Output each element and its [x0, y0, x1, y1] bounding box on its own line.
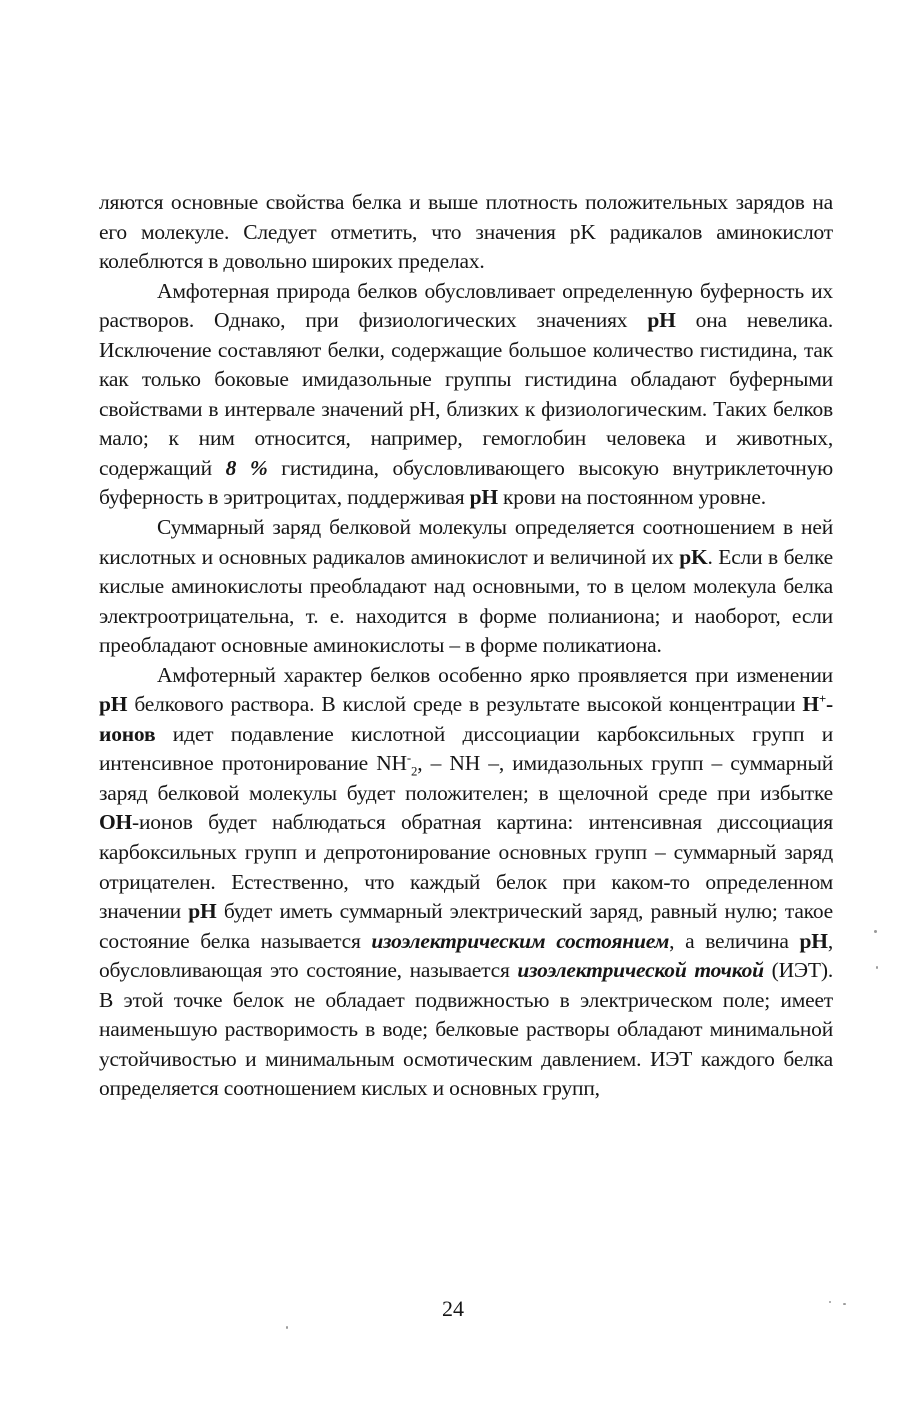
body-text — [99, 188, 833, 1104]
text-run: будет иметь суммарный электрический заряд, равный нулю; такое состояние белка называется — [99, 899, 833, 953]
text-run: 2 — [410, 764, 418, 779]
emphasis-text: pH — [188, 899, 217, 924]
emphasis-text: -ионов — [99, 692, 833, 746]
emphasis-text: pH — [469, 485, 498, 510]
text-run: ляются основные свойства белка и выше плотность положительных зарядов на его молекуле. Следует отметить, что значения pK радикалов аминокислот колеблются в довольно широких пределах. — [99, 190, 833, 274]
text-run: крови на постоянном уровне. — [497, 485, 766, 510]
text-run: , обусловливающая это состояние, называется — [99, 928, 834, 983]
emphasis-text: OH — [99, 810, 133, 835]
scan-speck — [843, 1303, 846, 1305]
text-run: Суммарный заряд белковой молекулы определяется соотношением в ней кислотных и основных радикалов аминокислот и величиной их — [99, 515, 833, 569]
text-run: гистидина, обусловливающего высокую внутриклеточную буферность в эритроцитах, поддерживая — [99, 455, 834, 510]
text-run: - — [406, 751, 411, 766]
text-run: идет подавление кислотной диссоциации карбоксильных групп и интенсивное протонирование NH — [99, 721, 833, 776]
paragraph — [99, 277, 833, 513]
text-run: , – NH –, имидазольных групп – суммарный заряд белковой молекулы будет положителен; в щелочной среде при избытке — [99, 751, 833, 805]
emphasis-text: pH — [99, 692, 128, 717]
paragraph — [99, 513, 833, 661]
emphasis-text: H — [802, 692, 819, 717]
scan-speck — [829, 1301, 831, 1303]
scan-speck — [874, 930, 877, 933]
text-run: (ИЭТ). В этой точке белок не обладает подвижностью в электрическом поле; имеет наименьшую растворимость в воде; белковые растворы обладают минимальной устойчивостью и минимальным осмотическим давлением. ИЭТ каждого белка определяется соотношением кислых и основных групп, — [99, 958, 833, 1101]
emphasis-text: pH — [799, 928, 828, 953]
emphasis-text: изоэлектрической точкой — [517, 958, 764, 983]
paragraph — [99, 661, 833, 1104]
scan-speck — [876, 966, 878, 969]
text-run: , а величина — [669, 928, 800, 953]
scan-speck — [286, 1326, 288, 1329]
emphasis-text: + — [818, 692, 827, 707]
emphasis-text: pK — [679, 544, 708, 569]
text-run: белкового раствора. В кислой среде в результате высокой концентрации — [127, 692, 803, 717]
paragraph — [99, 188, 833, 277]
text-run: Амфотерная природа белков обусловливает определенную буферность их растворов. Однако, при физиологических значениях — [99, 278, 833, 333]
text-run: Амфотерный характер белков особенно ярко проявляется при изменении — [157, 662, 833, 687]
text-run: -ионов будет наблюдаться обратная картина: интенсивная диссоциация карбоксильных групп и депротонирование основных групп – суммарный заряд отрицателен. Естественно, что каждый белок при каком-то определенном значении — [99, 810, 833, 924]
emphasis-text: pH — [647, 308, 676, 333]
page-number: 24 — [442, 1296, 464, 1321]
text-run: . Если в белке кислые аминокислоты преобладают над основными, то в целом молекула белка электроотрицательна, т. е. находится в форме полианиона; и наоборот, если преобладают основные аминокислоты – в форме поликатиона. — [99, 544, 833, 658]
text-run: она невелика. Исключение составляют белки, содержащие большое количество гистидина, так как только боковые имидазольные группы гистидина обладают буферными свойствами в интервале значений pH, близких к физиологическим. Таких белков мало; к ним относится, например, гемоглобин человека и животных, содержащий — [99, 308, 834, 480]
emphasis-text: изоэлектрическим состоянием — [371, 928, 670, 953]
emphasis-text: 8 % — [225, 455, 268, 480]
